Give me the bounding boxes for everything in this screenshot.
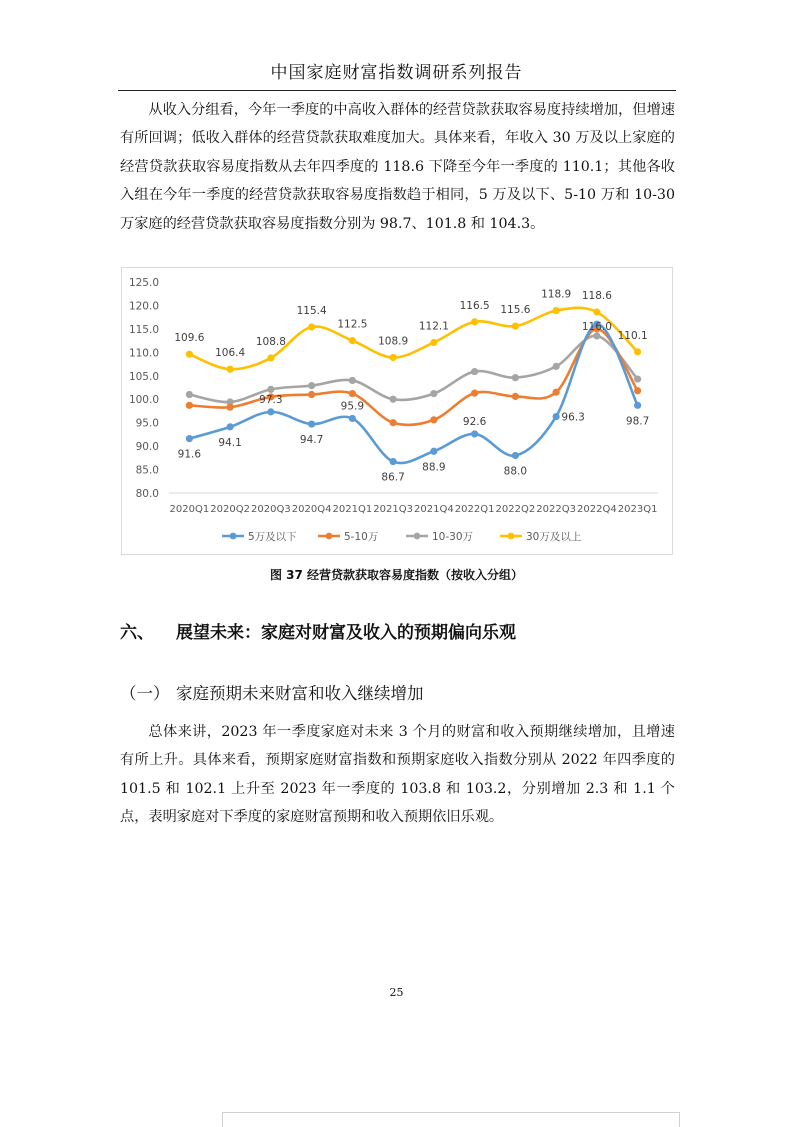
legend-label: 5万及以下	[248, 531, 297, 543]
legend-label: 5-10万	[344, 531, 379, 543]
data-point	[390, 354, 397, 361]
x-tick-label: 2020Q3	[251, 504, 291, 515]
data-label: 94.1	[218, 436, 242, 449]
data-label: 88.0	[503, 465, 528, 478]
x-tick-label: 2022Q3	[536, 504, 576, 515]
data-label: 108.8	[255, 335, 286, 348]
data-point	[430, 339, 437, 346]
data-point	[186, 435, 193, 442]
data-point	[308, 382, 315, 389]
x-tick-label: 2020Q2	[210, 504, 250, 515]
data-point	[349, 390, 356, 397]
data-point	[553, 389, 560, 396]
data-label: 106.4	[215, 347, 246, 360]
data-label: 109.6	[174, 332, 205, 345]
y-tick-label: 100.0	[128, 394, 159, 407]
data-point	[227, 423, 234, 430]
subsection-number: （一）	[120, 684, 170, 703]
data-point	[553, 413, 560, 420]
data-point	[186, 351, 193, 358]
page-header-title: 中国家庭财富指数调研系列报告	[270, 63, 523, 83]
paragraph-text: 从收入分组看，今年一季度的中高收入群体的经营贷款获取容易度持续增加，但增速有所回调；低收入群体的经营贷款获取难度加大。具体来看，年收入 30 万及以上家庭的经营贷款获取容易度指数从去年四季度的 118.6 下降至今年一季度的 110.1；其他各收入组在今年一季度的经营贷款获取容易度指数趋于相同，5 万及以下、5-10 万和 10-30 万家庭的经营贷款获取容易度指数分别为 98.7、101.8 和 104.3。	[120, 102, 675, 232]
data-point	[308, 420, 315, 427]
y-tick-label: 115.0	[128, 323, 159, 336]
paragraph-expectations	[120, 718, 675, 832]
subsection-heading	[120, 680, 424, 704]
x-tick-label: 2021Q4	[414, 504, 454, 515]
data-point	[512, 322, 519, 329]
data-label: 88.9	[422, 461, 446, 474]
data-label: 112.1	[418, 320, 449, 333]
y-tick-label: 110.0	[128, 347, 159, 360]
data-point	[634, 375, 641, 382]
legend-label: 30万及以上	[526, 531, 582, 543]
data-label: 108.9	[378, 335, 409, 348]
data-label: 116.0	[581, 321, 612, 334]
figure-caption: 图 37 经营贷款获取容易度指数（按收入分组）	[269, 568, 524, 582]
data-point	[471, 368, 478, 375]
data-label: 116.5	[459, 299, 490, 312]
section-title: 展望未来：家庭对财富及收入的预期偏向乐观	[176, 623, 516, 643]
section-heading	[120, 618, 516, 643]
legend-marker	[326, 533, 333, 540]
y-tick-label: 80.0	[135, 488, 159, 500]
data-point	[430, 390, 437, 397]
data-point	[471, 390, 478, 397]
data-point	[471, 318, 478, 325]
data-point	[553, 363, 560, 370]
x-tick-label: 2022Q1	[454, 504, 495, 515]
section-number: 六、	[120, 623, 154, 643]
data-label: 97.3	[259, 393, 283, 406]
data-label: 91.6	[177, 448, 202, 461]
data-label: 112.5	[337, 318, 368, 331]
data-point	[512, 452, 519, 459]
data-point	[390, 419, 397, 426]
data-point	[634, 402, 641, 409]
data-point	[267, 354, 274, 361]
data-point	[430, 416, 437, 423]
data-point	[593, 308, 600, 315]
data-label: 95.9	[340, 400, 365, 413]
y-tick-label: 85.0	[135, 464, 159, 477]
data-point	[390, 396, 397, 403]
data-point	[634, 387, 641, 394]
legend-marker	[414, 533, 421, 540]
data-label: 96.3	[561, 411, 585, 424]
header-divider	[118, 90, 676, 91]
data-point	[186, 402, 193, 409]
data-point	[512, 374, 519, 381]
line-chart-container	[121, 267, 673, 555]
data-label: 98.7	[625, 415, 650, 428]
x-tick-label: 2020Q1	[169, 504, 210, 515]
y-tick-label: 95.0	[135, 417, 159, 430]
x-tick-label: 2021Q3	[373, 504, 413, 515]
legend-marker	[230, 533, 237, 540]
data-point	[349, 415, 356, 422]
data-point	[267, 386, 274, 393]
data-label: 118.6	[581, 290, 612, 303]
x-tick-label: 2021Q1	[332, 504, 373, 515]
paragraph-text: 总体来讲，2023 年一季度家庭对未来 3 个月的财富和收入预期继续增加，且增速有所上升。具体来看，预期家庭财富指数和预期家庭收入指数分别从 2022 年四季度的 101.5 和 102.1 上升至 2023 年一季度的 103.8 和 103.2，分别增加 2.3 和 1.1 个点，表明家庭对下季度的家庭财富预期和收入预期依旧乐观。	[120, 724, 675, 826]
data-label: 115.6	[500, 304, 531, 317]
data-point	[308, 391, 315, 398]
data-label: 94.7	[299, 434, 324, 447]
data-point	[186, 391, 193, 398]
data-point	[308, 323, 315, 330]
data-point	[227, 366, 234, 373]
page-number: 25	[389, 986, 404, 999]
data-point	[553, 307, 560, 314]
y-tick-label: 125.0	[128, 277, 159, 289]
data-label: 118.9	[541, 288, 572, 301]
x-tick-label: 2022Q2	[495, 504, 536, 515]
subsection-title: 家庭预期未来财富和收入继续增加	[176, 684, 424, 703]
data-label: 86.7	[381, 471, 405, 484]
data-point	[267, 408, 274, 415]
data-label: 110.1	[617, 329, 648, 342]
data-point	[471, 430, 478, 437]
data-point	[634, 348, 641, 355]
legend-label: 10-30万	[432, 531, 474, 543]
data-point	[512, 393, 519, 400]
data-label: 92.6	[462, 415, 487, 428]
data-point	[349, 337, 356, 344]
y-tick-label: 90.0	[135, 441, 159, 454]
footer-frame	[222, 1112, 680, 1127]
y-tick-label: 120.0	[128, 300, 159, 313]
x-tick-label: 2022Q4	[577, 504, 617, 515]
legend-marker	[508, 533, 515, 540]
paragraph-income-groups	[120, 96, 675, 238]
data-point	[593, 332, 600, 339]
data-point	[390, 458, 397, 465]
data-point	[349, 377, 356, 384]
x-tick-label: 2023Q1	[617, 504, 658, 515]
data-label: 115.4	[296, 305, 327, 318]
y-tick-label: 105.0	[128, 370, 159, 383]
x-tick-label: 2020Q4	[291, 504, 332, 515]
line-chart	[122, 268, 672, 554]
data-point	[430, 448, 437, 455]
data-point	[227, 404, 234, 411]
